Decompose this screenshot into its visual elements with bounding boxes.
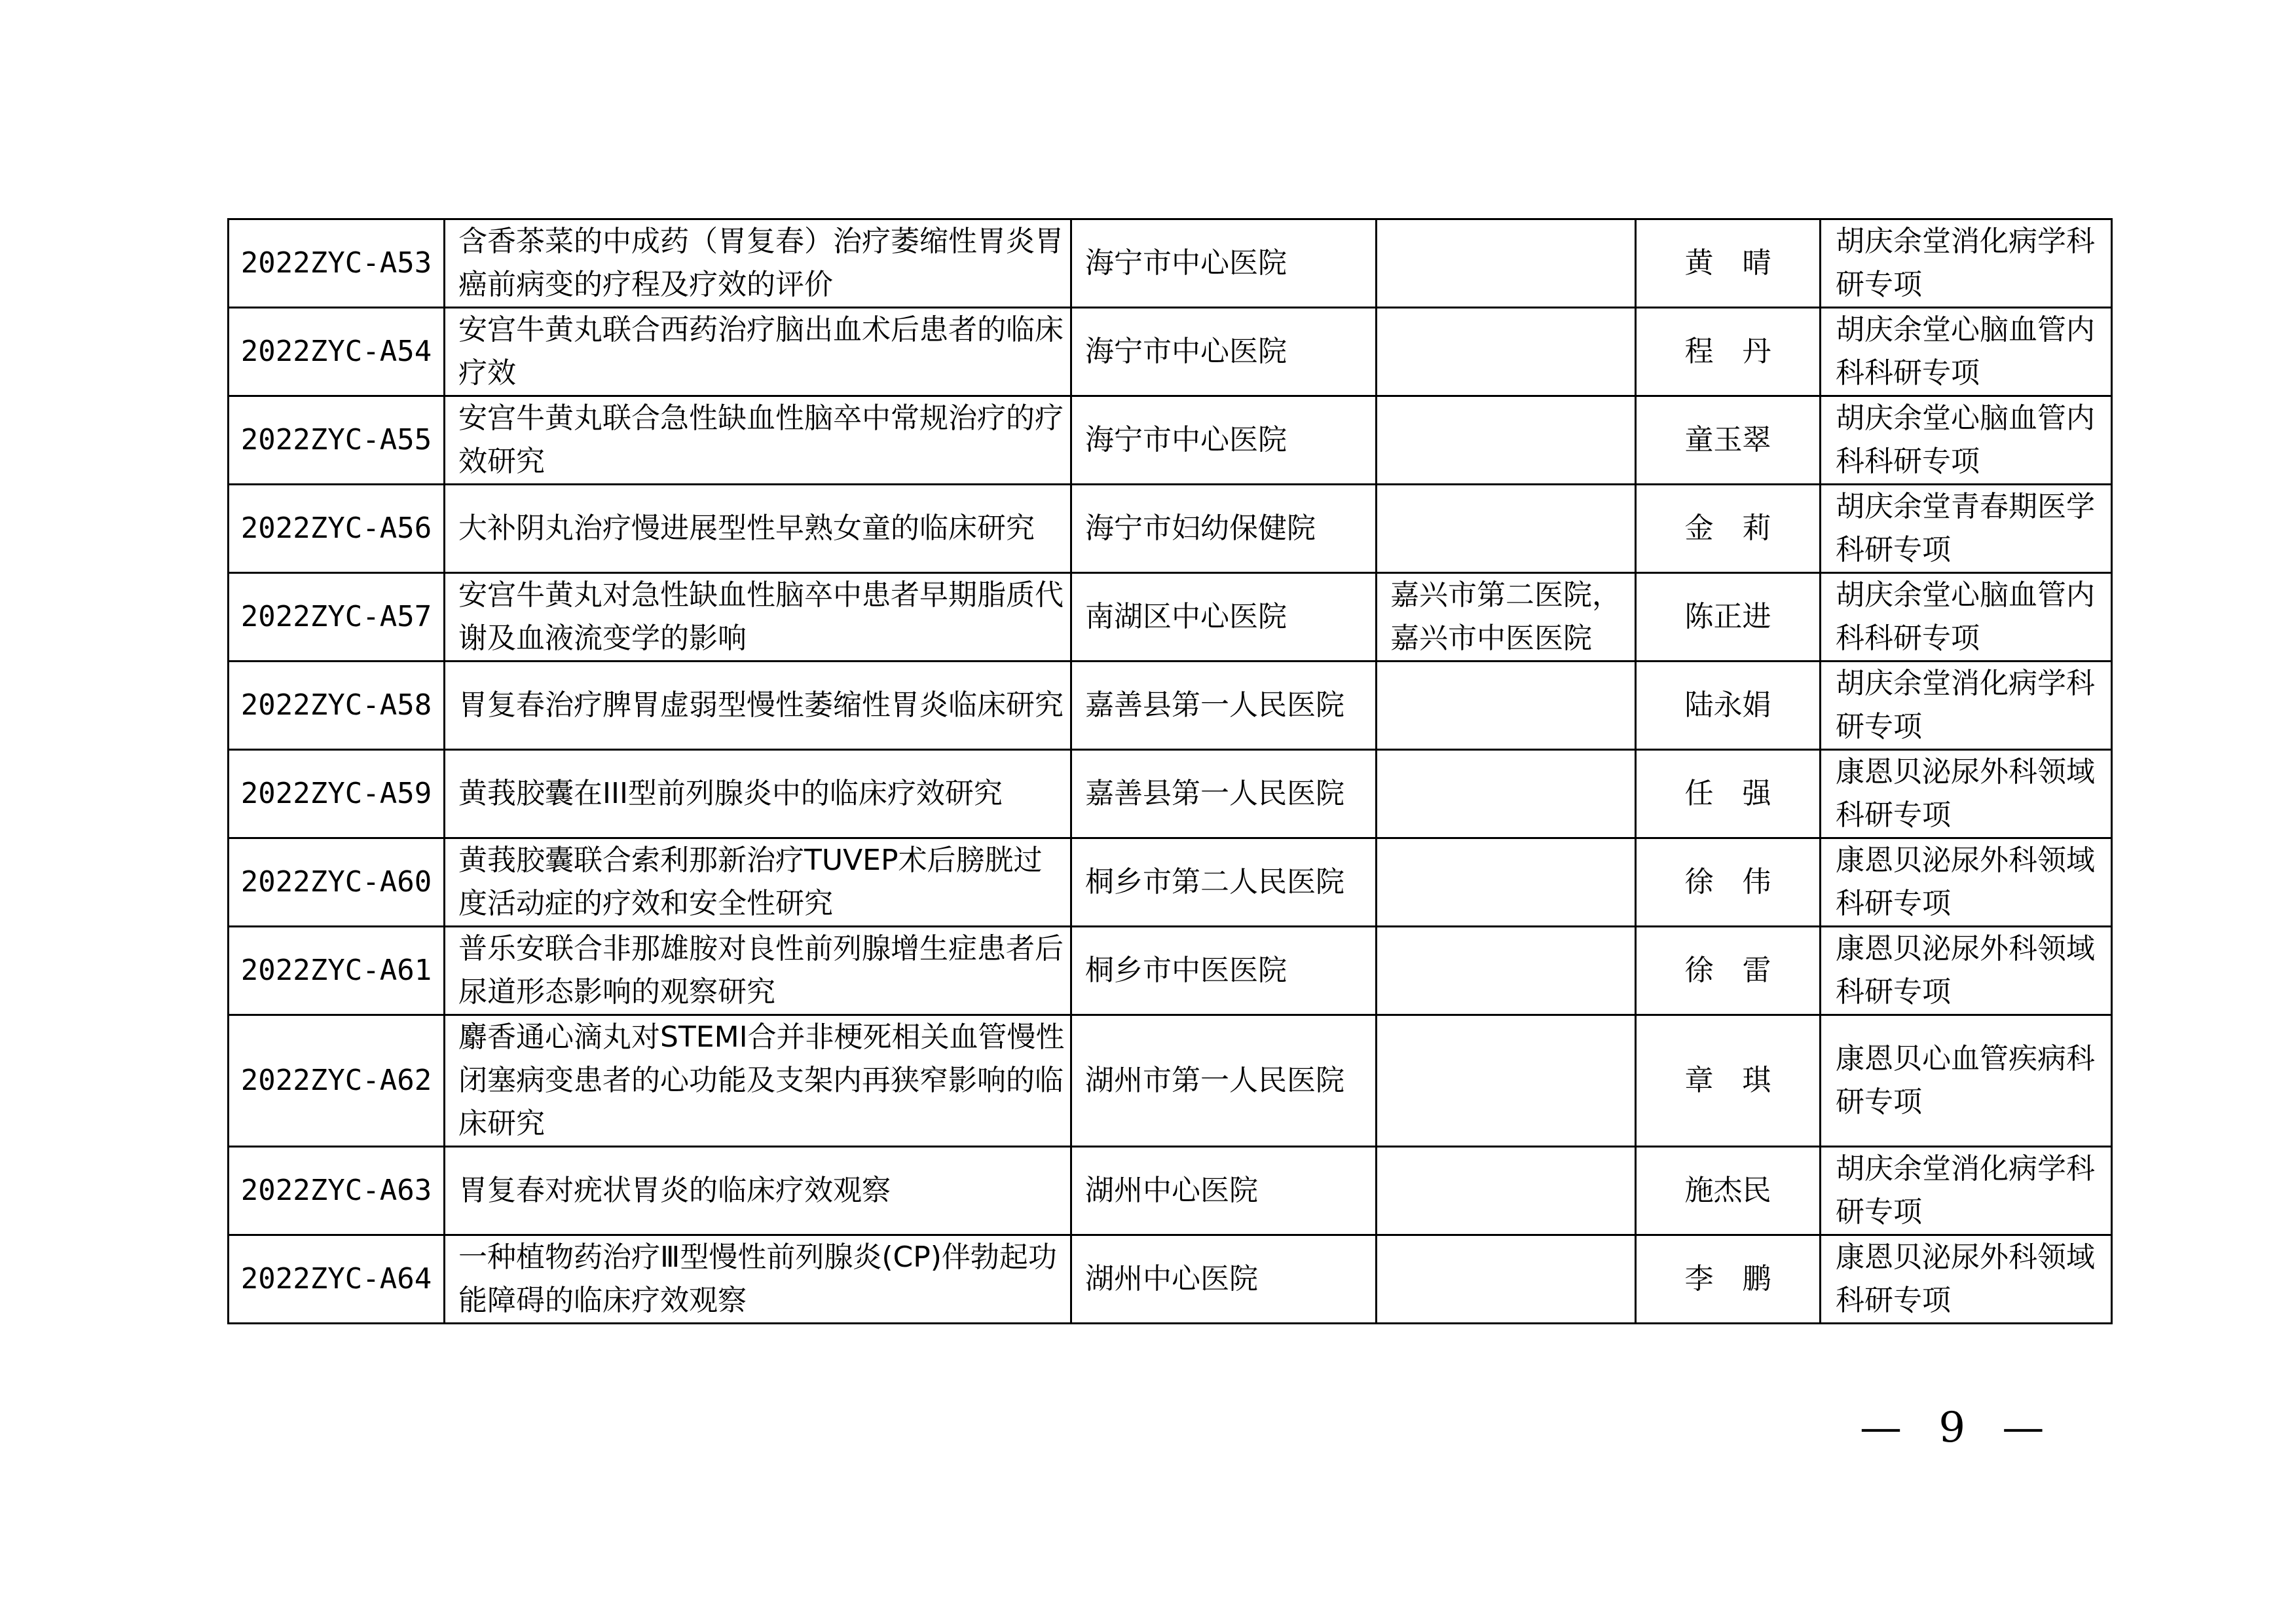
project-id-cell: 2022ZYC-A61 <box>229 927 445 1015</box>
lead-unit-cell: 桐乡市第二人民医院 <box>1071 838 1377 927</box>
table-row <box>229 927 2112 1015</box>
fund-program-cell: 胡庆余堂消化病学科研专项 <box>1821 219 2112 308</box>
lead-unit-cell: 嘉善县第一人民医院 <box>1071 662 1377 750</box>
table-row <box>229 838 2112 927</box>
project-title-cell: 胃复春对疣状胃炎的临床疗效观察 <box>445 1147 1071 1235</box>
fund-program-cell: 康恩贝泌尿外科领域科研专项 <box>1821 750 2112 838</box>
cooperating-unit-cell <box>1377 662 1636 750</box>
lead-unit-cell: 湖州中心医院 <box>1071 1147 1377 1235</box>
project-title-cell: 黄莪胶囊联合索利那新治疗TUVEP术后膀胱过度活动症的疗效和安全性研究 <box>445 838 1071 927</box>
project-lead-cell: 陆永娟 <box>1636 662 1821 750</box>
lead-unit-cell: 桐乡市中医医院 <box>1071 927 1377 1015</box>
project-id-cell: 2022ZYC-A53 <box>229 219 445 308</box>
project-lead-cell: 程 丹 <box>1636 308 1821 396</box>
fund-program-cell: 康恩贝泌尿外科领域科研专项 <box>1821 1235 2112 1324</box>
project-title-cell: 安宫牛黄丸对急性缺血性脑卒中患者早期脂质代谢及血液流变学的影响 <box>445 573 1071 662</box>
project-title-cell: 一种植物药治疗Ⅲ型慢性前列腺炎(CP)伴勃起功能障碍的临床疗效观察 <box>445 1235 1071 1324</box>
fund-program-cell: 胡庆余堂心脑血管内科科研专项 <box>1821 396 2112 485</box>
project-id-cell: 2022ZYC-A57 <box>229 573 445 662</box>
cooperating-unit-cell <box>1377 308 1636 396</box>
fund-program-cell: 胡庆余堂消化病学科研专项 <box>1821 1147 2112 1235</box>
table-row <box>229 308 2112 396</box>
project-id-cell: 2022ZYC-A60 <box>229 838 445 927</box>
project-lead-cell: 金 莉 <box>1636 485 1821 573</box>
project-id-cell: 2022ZYC-A54 <box>229 308 445 396</box>
project-lead-cell: 黄 晴 <box>1636 219 1821 308</box>
cooperating-unit-cell <box>1377 1235 1636 1324</box>
table-row <box>229 219 2112 308</box>
project-id-cell: 2022ZYC-A58 <box>229 662 445 750</box>
lead-unit-cell: 湖州中心医院 <box>1071 1235 1377 1324</box>
lead-unit-cell: 海宁市中心医院 <box>1071 396 1377 485</box>
project-lead-cell: 施杰民 <box>1636 1147 1821 1235</box>
project-title-cell: 普乐安联合非那雄胺对良性前列腺增生症患者后尿道形态影响的观察研究 <box>445 927 1071 1015</box>
project-id-cell: 2022ZYC-A56 <box>229 485 445 573</box>
table-row <box>229 1147 2112 1235</box>
cooperating-unit-cell: 嘉兴市第二医院，嘉兴市中医医院 <box>1377 573 1636 662</box>
fund-program-cell: 胡庆余堂消化病学科研专项 <box>1821 662 2112 750</box>
lead-unit-cell: 海宁市妇幼保健院 <box>1071 485 1377 573</box>
project-title-cell: 安宫牛黄丸联合急性缺血性脑卒中常规治疗的疗效研究 <box>445 396 1071 485</box>
project-title-cell: 含香茶菜的中成药（胃复春）治疗萎缩性胃炎胃癌前病变的疗程及疗效的评价 <box>445 219 1071 308</box>
project-id-cell: 2022ZYC-A63 <box>229 1147 445 1235</box>
table-row <box>229 1235 2112 1324</box>
project-lead-cell: 任 强 <box>1636 750 1821 838</box>
cooperating-unit-cell <box>1377 927 1636 1015</box>
fund-program-cell: 康恩贝心血管疾病科研专项 <box>1821 1015 2112 1147</box>
project-lead-cell: 徐 伟 <box>1636 838 1821 927</box>
page-number: — 9 — <box>1860 1404 2056 1452</box>
lead-unit-cell: 湖州市第一人民医院 <box>1071 1015 1377 1147</box>
table-row <box>229 662 2112 750</box>
cooperating-unit-cell <box>1377 485 1636 573</box>
table-row <box>229 485 2112 573</box>
cooperating-unit-cell <box>1377 838 1636 927</box>
project-lead-cell: 陈正进 <box>1636 573 1821 662</box>
lead-unit-cell: 南湖区中心医院 <box>1071 573 1377 662</box>
project-title-cell: 黄莪胶囊在III型前列腺炎中的临床疗效研究 <box>445 750 1071 838</box>
fund-program-cell: 康恩贝泌尿外科领域科研专项 <box>1821 838 2112 927</box>
project-title-cell: 麝香通心滴丸对STEMI合并非梗死相关血管慢性闭塞病变患者的心功能及支架内再狭窄影响的临床研究 <box>445 1015 1071 1147</box>
cooperating-unit-cell <box>1377 750 1636 838</box>
fund-program-cell: 胡庆余堂心脑血管内科科研专项 <box>1821 308 2112 396</box>
project-id-cell: 2022ZYC-A64 <box>229 1235 445 1324</box>
project-id-cell: 2022ZYC-A59 <box>229 750 445 838</box>
lead-unit-cell: 嘉善县第一人民医院 <box>1071 750 1377 838</box>
cooperating-unit-cell <box>1377 219 1636 308</box>
table-row <box>229 750 2112 838</box>
project-lead-cell: 李 鹏 <box>1636 1235 1821 1324</box>
project-id-cell: 2022ZYC-A55 <box>229 396 445 485</box>
fund-program-cell: 康恩贝泌尿外科领域科研专项 <box>1821 927 2112 1015</box>
table-row <box>229 396 2112 485</box>
project-title-cell: 胃复春治疗脾胃虚弱型慢性萎缩性胃炎临床研究 <box>445 662 1071 750</box>
project-lead-cell: 童玉翠 <box>1636 396 1821 485</box>
fund-program-cell: 胡庆余堂心脑血管内科科研专项 <box>1821 573 2112 662</box>
cooperating-unit-cell <box>1377 1015 1636 1147</box>
table-row <box>229 1015 2112 1147</box>
fund-program-cell: 胡庆余堂青春期医学科研专项 <box>1821 485 2112 573</box>
lead-unit-cell: 海宁市中心医院 <box>1071 219 1377 308</box>
project-title-cell: 大补阴丸治疗慢进展型性早熟女童的临床研究 <box>445 485 1071 573</box>
project-table <box>227 218 2113 1324</box>
lead-unit-cell: 海宁市中心医院 <box>1071 308 1377 396</box>
project-title-cell: 安宫牛黄丸联合西药治疗脑出血术后患者的临床疗效 <box>445 308 1071 396</box>
project-id-cell: 2022ZYC-A62 <box>229 1015 445 1147</box>
project-lead-cell: 章 琪 <box>1636 1015 1821 1147</box>
project-lead-cell: 徐 雷 <box>1636 927 1821 1015</box>
cooperating-unit-cell <box>1377 396 1636 485</box>
cooperating-unit-cell <box>1377 1147 1636 1235</box>
table-row <box>229 573 2112 662</box>
